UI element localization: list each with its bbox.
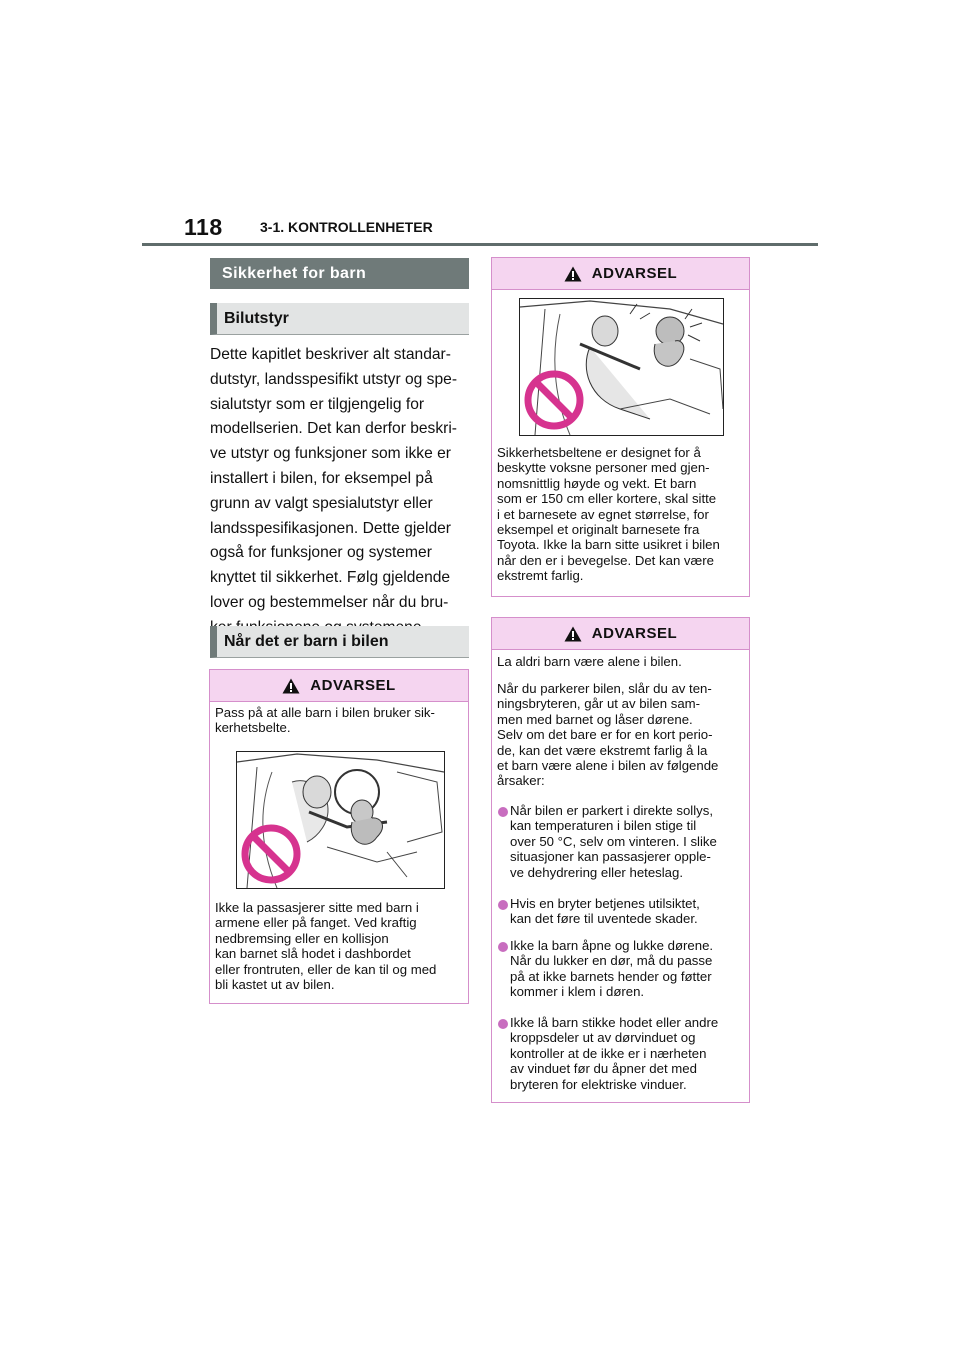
text-line: knyttet til sikkerhet. Følg gjeldende — [210, 569, 451, 587]
text-line: Dette kapitlet beskriver alt standar- — [210, 346, 451, 363]
text-line: armene eller på fanget. Ved kraftig — [215, 915, 417, 931]
text-line: Ikke la barn åpne og lukke dørene. — [510, 938, 714, 953]
text-line: ve dehydrering eller heteslag. — [510, 864, 684, 880]
text-line: over 50 °C, selv om vinteren. I slike — [510, 833, 717, 849]
bullet-text — [510, 1015, 740, 1092]
text-line: installert i bilen, for eksempel på — [210, 469, 433, 487]
text-line: Sikkerhetsbeltene er designet for å — [497, 445, 701, 460]
text-line: Toyota. Ikke la barn sitte usikret i bilen — [497, 537, 720, 553]
text-line: i et barnesete av egnet størrelse, for — [497, 506, 709, 522]
text-line: når den er i bevegelse. Det kan være — [497, 552, 714, 568]
text-line: bli kastet ut av bilen. — [215, 977, 335, 993]
text-line: et barn være alene i bilen av følgende — [497, 758, 719, 774]
text-line: ve utstyr og funksjoner som ikke er — [210, 445, 451, 463]
text-line: Hvis en bryter betjenes utilsiktet, — [510, 896, 700, 911]
text-line: Pass på at alle barn i bilen bruker sik- — [215, 705, 435, 720]
warning-triangle-icon — [282, 678, 300, 694]
text-line: kan temperaturen i bilen stige til — [510, 818, 697, 834]
intro-paragraph — [210, 343, 472, 641]
bullet-text — [510, 803, 740, 880]
prohibition-icon — [240, 823, 302, 885]
text-line: nedbremsing eller en kollisjon — [215, 930, 389, 946]
bullet-text — [510, 938, 740, 1000]
text-line: grunn av valgt spesialutstyr eller — [210, 494, 433, 512]
text-line: eller frontruten, eller de kan til og med — [215, 961, 437, 977]
section-title: 3-1. KONTROLLENHETER — [260, 219, 433, 235]
text-line: dutstyr, landsspesifikt utstyr og spe- — [210, 370, 458, 388]
main-heading: Sikkerhet for barn — [210, 258, 469, 289]
bullet-text — [510, 896, 740, 927]
warning-box-lap-child — [209, 669, 469, 1004]
text-line: landsspesifikasjonen. Dette gjelder — [210, 519, 451, 537]
warning-title: ADVARSEL — [591, 625, 678, 642]
text-line: kan barnet slå hodet i dashbordet — [215, 946, 411, 962]
header-rule — [142, 243, 818, 246]
warning-header — [492, 618, 749, 650]
text-line: ekstremt farlig. — [497, 568, 584, 584]
warning-box-alone — [491, 617, 750, 1103]
warning-header — [492, 258, 749, 290]
subheading-bilutstyr: Bilutstyr — [210, 303, 469, 335]
text-line: bryteren for elektriske vinduer. — [510, 1076, 687, 1092]
warning-intro — [215, 705, 467, 736]
text-line: de, kan det være ekstremt farlig å la — [497, 742, 708, 758]
text-line: kroppsdeler ut av dørvinduet og — [510, 1030, 696, 1046]
text-line: modellserien. Det kan derfor beskri- — [210, 420, 458, 438]
text-line: kontroller at de ikke er i nærheten — [510, 1045, 707, 1061]
warning-header — [210, 670, 468, 702]
text-line: sialutstyr som er tilgjengelig for — [210, 395, 425, 413]
page-number: 118 — [184, 214, 223, 240]
text-line: kerhetsbelte. — [215, 720, 291, 736]
text-line: beskytte voksne personer med gjen- — [497, 460, 710, 476]
warning-box-seatbelt — [491, 257, 750, 597]
bullet-dot-icon — [498, 1019, 508, 1029]
warning-line: La aldri barn være alene i bilen. — [497, 654, 682, 669]
warning-triangle-icon — [564, 266, 582, 282]
warning-triangle-icon — [564, 626, 582, 642]
text-line: Når bilen er parkert i direkte sollys, — [510, 803, 714, 818]
text-line: kan det føre til uventede skader. — [510, 911, 698, 927]
warning-title: ADVARSEL — [591, 265, 678, 282]
warning-paragraph — [497, 681, 749, 789]
warning-caption — [215, 900, 467, 992]
text-line: eksempel et originalt barnesete fra — [497, 522, 700, 538]
bullet-dot-icon — [498, 900, 508, 910]
text-line: nomsnittlig høyde og vekt. Et barn — [497, 475, 697, 491]
text-line: Når du lukker en dør, må du passe — [510, 953, 713, 969]
text-line: av vinduet før du åpner det med — [510, 1061, 697, 1077]
text-line: Ikke la passasjerer sitte med barn i — [215, 900, 419, 915]
warning-caption — [497, 445, 749, 584]
text-line: årsaker: — [497, 773, 545, 789]
illustration-unrestrained-child — [519, 298, 724, 436]
text-line: Når du parkerer bilen, slår du av ten- — [497, 681, 712, 696]
text-line: Ikke lå barn stikke hodet eller andre — [510, 1015, 719, 1030]
text-line: som er 150 cm eller kortere, skal sitte — [497, 491, 717, 507]
text-line: også for funksjoner og systemer — [210, 544, 432, 562]
subheading-barn-i-bilen: Når det er barn i bilen — [210, 626, 469, 658]
text-line: på at ikke barnets hender og føtter — [510, 968, 712, 984]
text-line: situasjoner kan passasjerer opple- — [510, 849, 711, 865]
text-line: ningsbryteren, går ut av bilen sam- — [497, 696, 701, 712]
text-line: lover og bestemmelser når du bru- — [210, 593, 449, 611]
prohibition-icon — [523, 369, 585, 431]
warning-title: ADVARSEL — [310, 677, 396, 694]
bullet-dot-icon — [498, 942, 508, 952]
illustration-child-on-lap — [236, 751, 445, 889]
text-line: men med barnet og låser dørene. — [497, 711, 693, 727]
text-line: Selv om det bare er for en kort perio- — [497, 727, 713, 743]
text-line: kommer i klem i døren. — [510, 984, 645, 1000]
bullet-dot-icon — [498, 807, 508, 817]
